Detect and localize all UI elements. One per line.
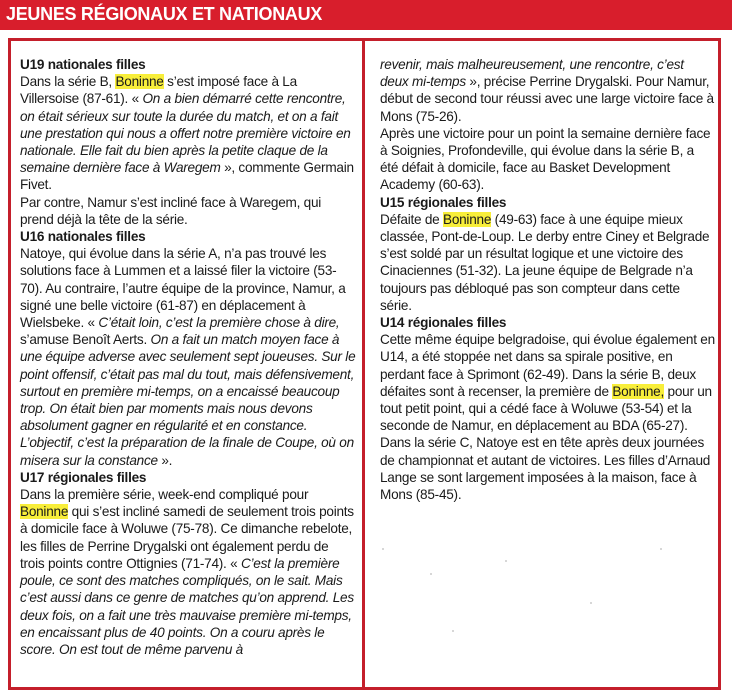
text-run: ». [157,452,173,468]
quote-text: revenir, mais malheureusement, une rencontre, c’est deux mi-temps [380,57,684,90]
scan-speck [452,630,454,632]
text-run: Dans la série B, [20,74,116,90]
article-column-left [20,56,356,658]
article-column-right [380,56,715,503]
u14-heading: U14 régionales filles [380,315,507,331]
text-run: Natoye, qui évolue dans la série A, n’a pas trouvé les solutions face à Lummen et a laissé filer la victoire (53-70). Au contraire, l’autre équipe de la province, Namur, a signé une belle victoire (61-87) en déplacement à Wielsbeke. « [20,246,346,331]
text-run: s’amuse Benoît Aerts. [20,332,151,348]
u15-heading: U15 régionales filles [380,194,507,210]
text-run: qui s’est incliné samedi de seulement trois points à domicile face à Woluwe (75-78). Ce dimanche rebelote, les filles de Perrine Drygalski ont également perdu de trois points contre Ottignies (71-74). « [20,504,354,571]
text-run: (49-63) face à une équipe mieux classée, Pont-de-Loup. Le derby entre Ciney et Belgrade s’est soldé par un résultat logique et une victoire des Cinaciennes (51-32). La jeune équipe de Belgrade n’a toujours pas débloqué pas son compteur dans cette série. [380,211,710,313]
scan-speck [660,548,662,550]
text-run: », commente Germain Fivet. [20,160,354,193]
u19-paragraph [20,73,356,193]
scan-speck [590,602,592,604]
u17-continued-paragraph [380,56,715,125]
highlight-boninne: Boninne [20,504,69,520]
u19-heading: U19 nationales filles [20,57,146,72]
u19-paragraph-2: Par contre, Namur s’est incliné face à Waregem, qui prend déjà la tête de la série. [20,194,322,227]
text-run: s’est imposé face à La Villersoise (87-61). « [20,74,297,107]
text-run: », précise Perrine Drygalski. Pour Namur, début de second tour réussi avec une large victoire face à Mons (75-26). [380,74,714,124]
highlight-boninne: Boninne [443,211,492,227]
quote-text: On a fait un match moyen face à une équipe adverse avec seulement sept joueuses. Sur le point offensif, c’était pas mal du tout, mais défensivement, surtout en première mi-temps, on a encaissé beaucoup trop. On était bien par moments mais nous devons absolument gagner en régularité et en constance. L’objectif, c’est la préparation de la finale de Coupe, où on misera sur la constance [20,332,356,468]
quote-text: C’est la première poule, ce sont des matches compliqués, on le sait. Mais c’est aussi dans ce genre de matches qu’on apprend. Les deux fois, on a fait une très mauvaise première mi-temps, en encaissant plus de 40 points. On a couru après le score. On est tout de même parvenu à [20,555,354,657]
section-header-bar [0,0,732,30]
u16-heading: U16 nationales filles [20,229,146,245]
u15-paragraph [380,211,715,314]
u14-paragraph [380,331,715,503]
column-divider [362,38,365,690]
text-run: Défaite de [380,211,443,227]
text-run: pour un tout petit point, qui a cédé face à Woluwe (53-54) et la seconde de Namur, en déplacement au BDA (65-27). Dans la série C, Natoye est en tête après deux journées de championnat et autant de victoires. Les filles d’Arnaud Lange se sont largement imposées à la maison, face à Mons (85-45). [380,383,712,503]
scan-speck [430,573,432,575]
quote-text: C’était loin, c’est la première chose à dire, [98,315,340,331]
u17-paragraph [20,486,356,658]
text-run: Dans la première série, week-end compliqué pour [20,487,309,503]
u17-continued-paragraph-2: Après une victoire pour un point la semaine dernière face à Soignies, Profondeville, qui évolue dans la série B, a été défait à domicile, face au Basket Development Academy (60-63). [380,125,711,193]
scan-speck [382,548,384,550]
text-run: Cette même équipe belgradoise, qui évolue également en U14, a été stoppée net dans sa spirale positive, en perdant face à Sprimont (62-49). Dans la série B, deux défaites sont à recenser, la première de [380,332,715,399]
highlight-boninne: Boninne, [612,383,664,399]
u17-heading: U17 régionales filles [20,469,147,485]
quote-text: On a bien démarré cette rencontre, on était sérieux sur toute la durée du match, et on a fait une prestation qui nous a offert notre première victoire en nationale. Elle fait du bien après la petite claque de la semaine dernière face à Waregem [20,91,351,176]
highlight-boninne: Boninne [115,74,164,90]
scan-speck [505,560,507,562]
u16-paragraph [20,245,356,469]
section-title: JEUNES RÉGIONAUX ET NATIONAUX [6,4,323,24]
